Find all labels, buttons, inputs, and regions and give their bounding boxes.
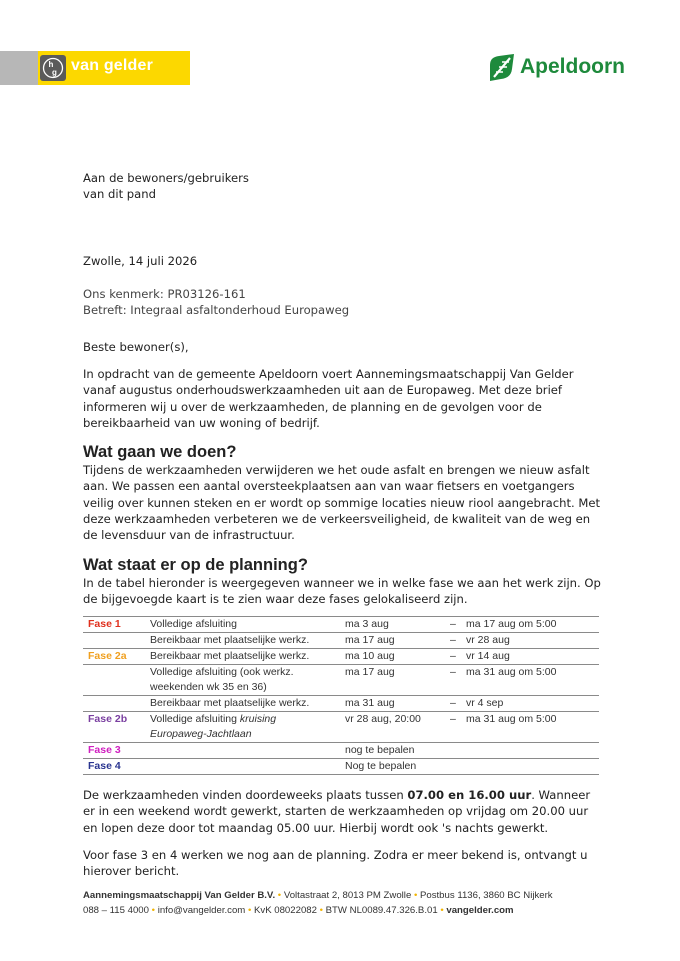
row-description-line-2: Europaweg-Jachtlaan <box>150 728 252 740</box>
closing-paragraph: Voor fase 3 en 4 werken we nog aan de planning. Zodra er meer bekend is, ontvangt u hierover bericht. <box>83 848 588 879</box>
section-heading-planning: Wat staat er op de planning? <box>83 556 308 574</box>
phase-label: Fase 4 <box>88 760 121 772</box>
row-description <box>150 712 276 727</box>
table-rule <box>83 774 599 775</box>
row-start: ma 3 aug <box>345 618 389 630</box>
phase-label: Fase 2b <box>88 713 128 725</box>
svg-text:h: h <box>48 60 54 69</box>
row-start: vr 28 aug, 20:00 <box>345 713 421 725</box>
footer-company: Aannemingsmaatschappij Van Gelder B.V. <box>83 890 276 901</box>
reference-betreft: Betreft: Integraal asfaltonderhoud Europaweg <box>83 303 350 318</box>
phase-label: Fase 3 <box>88 744 121 756</box>
row-end: vr 4 sep <box>466 697 504 709</box>
row-description-line-2: weekenden wk 35 en 36) <box>150 681 267 693</box>
row-description-plain: Volledige afsluiting <box>150 713 240 725</box>
footer-postbus: Postbus 1136, 3860 BC Nijkerk <box>419 890 553 901</box>
address-line-2: van dit pand <box>83 187 156 202</box>
row-start: ma 17 aug <box>345 666 395 678</box>
van-gelder-logo-text: van gelder <box>71 57 154 74</box>
row-dash: – <box>450 650 456 662</box>
footer-address: Voltastraat 2, 8013 PM Zwolle <box>283 890 412 901</box>
apeldoorn-leaf-icon <box>487 52 517 84</box>
row-end: ma 17 aug om 5:00 <box>466 618 557 630</box>
row-dash: – <box>450 666 456 678</box>
letter-date: Zwolle, 14 juli 2026 <box>83 254 198 268</box>
footer-bullet: • <box>151 905 156 916</box>
footer-bullet: • <box>277 890 282 901</box>
table-rule <box>83 758 599 759</box>
footer-line-2 <box>83 905 514 916</box>
row-start: Nog te bepalen <box>345 760 417 772</box>
row-description: Volledige afsluiting <box>150 618 237 630</box>
footer-phone: 088 – 115 4000 <box>83 905 149 916</box>
footer-bullet: • <box>413 890 418 901</box>
row-description: Bereikbaar met plaatselijke werkz. <box>150 650 310 662</box>
row-dash: – <box>450 697 456 709</box>
row-start: nog te bepalen <box>345 744 415 756</box>
apeldoorn-logo-text: Apeldoorn <box>520 55 625 78</box>
row-start: ma 17 aug <box>345 634 395 646</box>
footer-email[interactable]: info@vangelder.com <box>157 905 246 916</box>
row-dash: – <box>450 618 456 630</box>
hg-badge-icon <box>40 55 66 81</box>
table-row <box>83 665 599 695</box>
footer-bullet: • <box>247 905 252 916</box>
address-line-1: Aan de bewoners/gebruikers <box>83 171 249 185</box>
footer-bullet: • <box>319 905 323 916</box>
row-dash: – <box>450 634 456 646</box>
row-end: ma 31 aug om 5:00 <box>466 713 557 725</box>
row-description: Bereikbaar met plaatselijke werkz. <box>150 634 310 646</box>
row-start: ma 10 aug <box>345 650 395 662</box>
intro-paragraph: In opdracht van de gemeente Apeldoorn voert Aannemingsmaatschappij Van Gelder vanaf augustus onderhoudswerkzaamheden uit aan de Europaweg. Met deze brief informeren wij u over de werkzaamheden, de planning en de gevolgen voor de bereikbaarheid van uw woning of bedrijf. <box>83 367 574 430</box>
reference-block <box>83 286 349 319</box>
footer-kvk: KvK 08022082 <box>254 905 317 916</box>
section2-paragraph: In de tabel hieronder is weergegeven wanneer we in welke fase we aan het werk zijn. Op de bijgevoegde kaart is te zien waar deze fases gelokaliseerd zijn. <box>83 576 601 607</box>
table-row <box>83 712 599 742</box>
footer-bullet: • <box>440 905 444 916</box>
worktimes-text-2: . Wanneer er in een weekend wordt gewerkt, starten de werkzaamheden op vrijdag om 20.00 uur en lopen deze door tot maandag 05.00 uur. Hierbij wordt ook 's nachts gewerkt. <box>83 788 591 835</box>
footer-website[interactable]: vangelder.com <box>446 905 514 916</box>
salutation: Beste bewoner(s), <box>83 340 189 354</box>
recipient-address <box>83 170 249 203</box>
footer-btw: BTW NL0089.47.326.B.01 <box>325 905 438 916</box>
worktimes-text-1: De werkzaamheden vinden doordeweeks plaats tussen <box>83 788 408 802</box>
row-description-italic: kruising <box>239 713 277 725</box>
apeldoorn-logo <box>487 52 637 86</box>
row-description: Volledige afsluiting (ook werkz. <box>150 666 294 678</box>
worktimes-hours: 07.00 en 16.00 uur <box>407 788 532 802</box>
row-description: Bereikbaar met plaatselijke werkz. <box>150 697 310 709</box>
logo-grey-block <box>0 51 38 85</box>
worktimes-paragraph <box>83 787 603 836</box>
phase-label: Fase 1 <box>88 618 121 630</box>
phase-label: Fase 2a <box>88 650 127 662</box>
van-gelder-logo <box>0 51 190 85</box>
svg-text:g: g <box>52 68 57 77</box>
row-start: ma 31 aug <box>345 697 395 709</box>
row-dash: – <box>450 713 456 725</box>
row-end: ma 31 aug om 5:00 <box>466 666 557 678</box>
row-end: vr 28 aug <box>466 634 510 646</box>
section1-paragraph: Tijdens de werkzaamheden verwijderen we het oude asfalt en brengen we nieuw asfalt aan. We passen een aantal oversteekplaatsen aan van waar fietsers en voetgangers veilig over kunnen steken en er wordt op sommige locaties nieuw riool aangebracht. Met deze werkzaamheden verbeteren we de verkeersveiligheid, de kwaliteit van de weg en de levensduur van de infrastructuur. <box>83 463 601 543</box>
table-rule <box>83 742 599 743</box>
row-end: vr 14 aug <box>466 650 510 662</box>
reference-kenmerk: Ons kenmerk: PR03126-161 <box>83 287 246 301</box>
footer-line-1 <box>83 890 553 901</box>
section-heading-wat-gaan-we-doen: Wat gaan we doen? <box>83 443 237 461</box>
